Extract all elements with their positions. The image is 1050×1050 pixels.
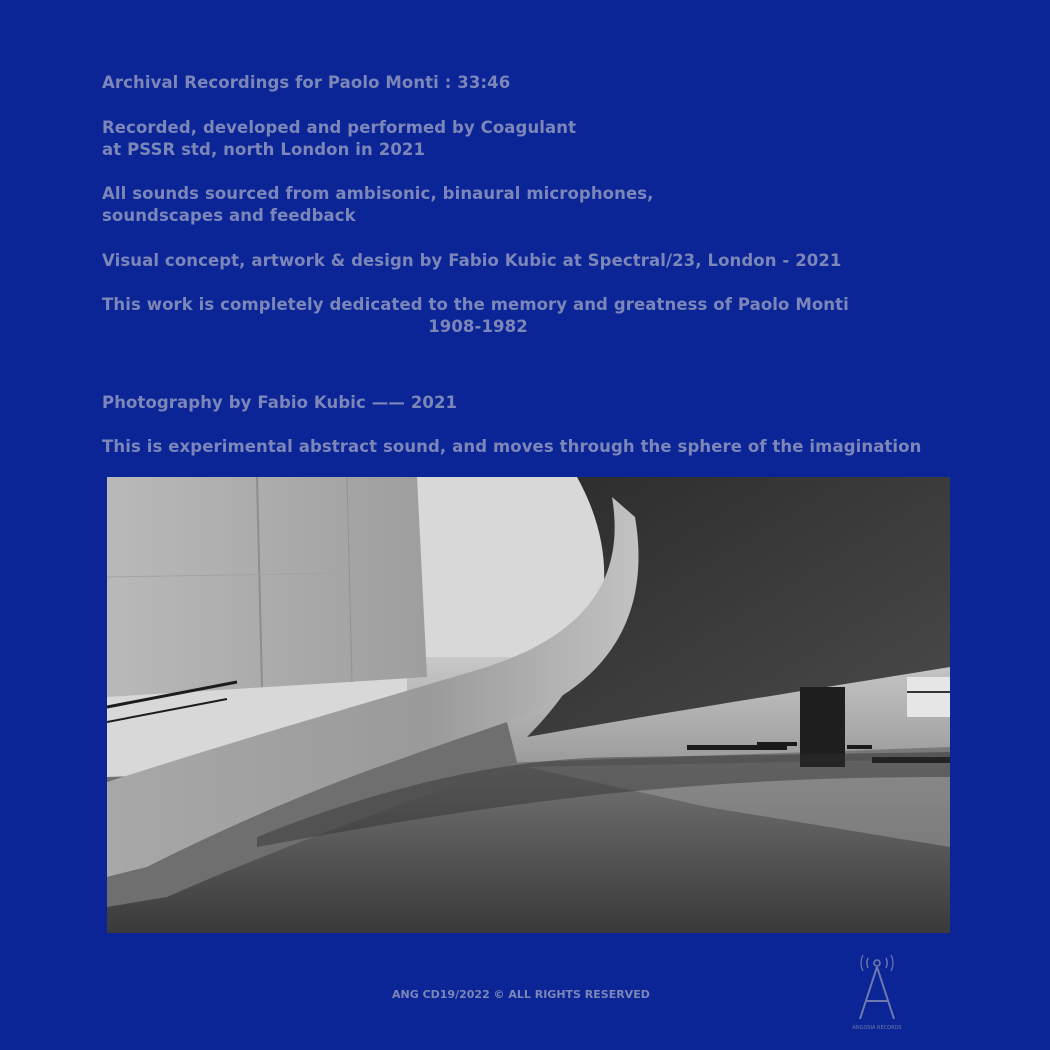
recorded-line-1: Recorded, developed and performed by Coagulant — [102, 118, 577, 137]
label-logo — [846, 955, 908, 1035]
sounds-line-2: soundscapes and feedback — [102, 206, 356, 225]
dedication-line: This work is completely dedicated to the memory and greatness of Paolo Monti — [102, 295, 849, 314]
radio-tower-icon — [846, 955, 908, 1025]
sounds-line-1: All sounds sourced from ambisonic, binaural microphones, — [102, 184, 654, 203]
title-line: Archival Recordings for Paolo Monti : 33:46 — [102, 73, 511, 92]
spiral-ramp-photo-drawing — [107, 477, 950, 933]
recorded-line-2: at PSSR std, north London in 2021 — [102, 140, 426, 159]
catalog-copyright: ANG CD19/2022 © ALL RIGHTS RESERVED — [392, 988, 650, 1001]
visual-credit-line: Visual concept, artwork & design by Fabio Kubic at Spectral/23, London - 2021 — [102, 251, 842, 270]
photography-credit-line: Photography by Fabio Kubic —— 2021 — [102, 393, 458, 412]
description-line: This is experimental abstract sound, and moves through the sphere of the imagination — [102, 437, 922, 456]
architecture-photo — [107, 477, 950, 933]
dedication-years: 1908-1982 — [428, 317, 528, 336]
label-logo-text: ANGOSIA RECORDS — [852, 1025, 902, 1031]
